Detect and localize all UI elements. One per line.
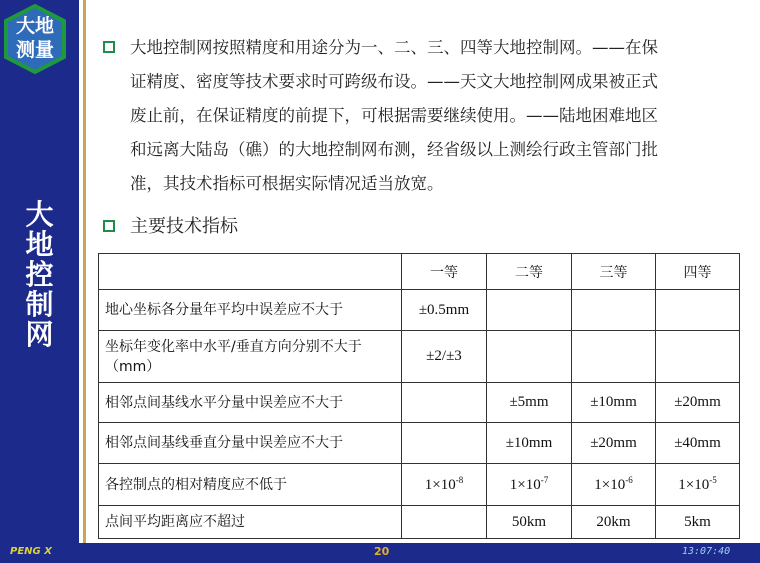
logo-badge (4, 4, 66, 74)
logo-text (4, 14, 66, 62)
row-label: 点间平均距离应不超过 (99, 506, 402, 539)
table-cell (572, 290, 656, 331)
sci-exponent: -8 (455, 475, 464, 485)
sci-base: 1×10 (594, 477, 626, 493)
table-cell (656, 331, 740, 383)
table-cell: ±10mm (572, 383, 656, 423)
table-header-cell (99, 254, 402, 290)
intro-paragraph (130, 31, 742, 201)
row-label: 坐标年变化率中水平/垂直方向分别不大于（mm） (99, 331, 402, 383)
sci-exponent: -7 (540, 475, 549, 485)
table-cell: ±10mm (487, 423, 572, 464)
sci-base: 1×10 (509, 477, 541, 493)
table-cell (487, 464, 572, 506)
table-cell: ±2/±3 (402, 331, 487, 383)
paragraph-line: 大地控制网按照精度和用途分为一、二、三、四等大地控制网。——在保 (130, 38, 658, 57)
spec-table (98, 253, 740, 539)
table-cell: ±0.5mm (402, 290, 487, 331)
table-row (99, 383, 740, 423)
page-number: 20 (374, 545, 390, 558)
table-cell (487, 290, 572, 331)
table-cell: 50km (487, 506, 572, 539)
section-title-vertical (0, 200, 79, 350)
table-cell (656, 290, 740, 331)
table-cell: ±20mm (572, 423, 656, 464)
subheading: 主要技术指标 (130, 216, 238, 237)
table-row (99, 290, 740, 331)
sci-base: 1×10 (678, 477, 710, 493)
divider-line (83, 0, 86, 543)
table-cell: ±5mm (487, 383, 572, 423)
footer-author: PENG X (10, 546, 52, 557)
sci-exponent: -6 (625, 475, 633, 485)
section-title-char: 大 (25, 198, 54, 231)
table-cell (656, 464, 740, 506)
logo-line1: 大地 (15, 15, 54, 37)
table-cell (402, 464, 487, 506)
row-label: 相邻点间基线水平分量中误差应不大于 (99, 383, 402, 423)
table-cell: ±40mm (656, 423, 740, 464)
section-title-char: 控 (25, 258, 54, 291)
section-title-char: 制 (25, 288, 54, 321)
table-row (99, 423, 740, 464)
square-bullet-icon (103, 220, 115, 232)
table-row (99, 506, 740, 539)
table-header-cell: 四等 (656, 254, 740, 290)
table-cell (487, 331, 572, 383)
row-label: 相邻点间基线垂直分量中误差应不大于 (99, 423, 402, 464)
row-label: 各控制点的相对精度应不低于 (99, 464, 402, 506)
paragraph-line: 废止前，在保证精度的前提下，可根据需要继续使用。——陆地困难地区 (130, 106, 658, 125)
sci-base: 1×10 (424, 477, 456, 493)
paragraph-line: 和远离大陆岛（礁）的大地控制网布测，经省级以上测绘行政主管部门批 (130, 140, 658, 159)
logo-line2: 测量 (15, 39, 54, 61)
row-label: 地心坐标各分量年平均中误差应不大于 (99, 290, 402, 331)
section-title-char: 地 (25, 228, 54, 261)
sidebar (0, 0, 79, 543)
table-cell: ±20mm (656, 383, 740, 423)
table-header-row (99, 254, 740, 290)
table-cell (572, 464, 656, 506)
table-row (99, 331, 740, 383)
table-row (99, 464, 740, 506)
table-cell (402, 423, 487, 464)
table-cell: 5km (656, 506, 740, 539)
paragraph-line: 准，其技术指标可根据实际情况适当放宽。 (130, 174, 444, 193)
table-header-cell: 三等 (572, 254, 656, 290)
table-cell (572, 331, 656, 383)
sci-exponent: -5 (709, 475, 717, 485)
table-header-cell: 一等 (402, 254, 487, 290)
table-cell (402, 506, 487, 539)
section-title-char: 网 (25, 318, 54, 351)
paragraph-line: 证精度、密度等技术要求时可跨级布设。——天文大地控制网成果被正式 (130, 72, 658, 91)
footer-time: 13:07:40 (682, 546, 731, 557)
table-cell (402, 383, 487, 423)
table-header-cell: 二等 (487, 254, 572, 290)
table-cell: 20km (572, 506, 656, 539)
square-bullet-icon (103, 41, 115, 53)
